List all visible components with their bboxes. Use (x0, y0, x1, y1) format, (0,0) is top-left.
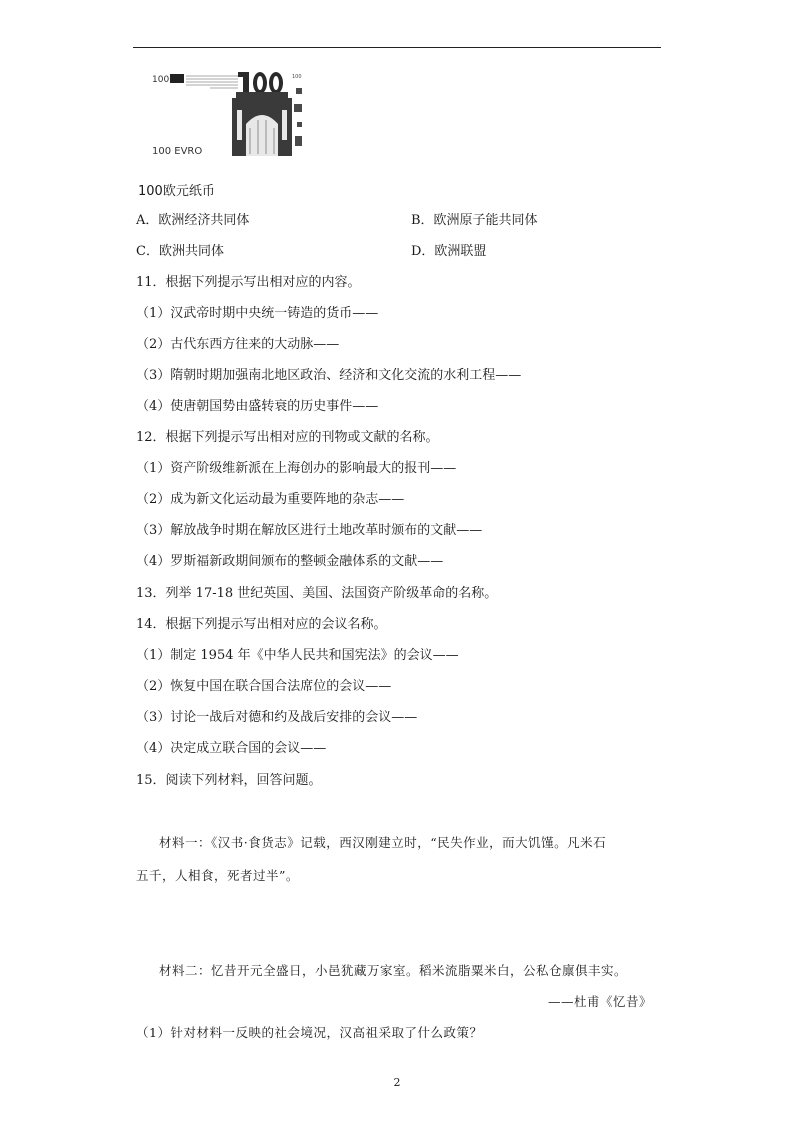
euro-banknote-image (150, 68, 310, 160)
header-rule (133, 47, 661, 48)
question-12-item-4: （4）罗斯福新政期间颁布的整顿金融体系的文献—— (136, 554, 444, 569)
material-1-line-2: 五千，人相食，死者过半”。 (136, 868, 299, 883)
page-number: 2 (393, 1076, 401, 1089)
question-11-item-3: （3）隋朝时期加强南北地区政治、经济和文化交流的水利工程—— (136, 368, 522, 383)
option-b: B．欧洲原子能共同体 (411, 213, 538, 228)
banknote-text-top-left: 100 (152, 75, 170, 85)
question-14-stem: 14．根据下列提示写出相对应的会议名称。 (136, 617, 387, 632)
question-11-stem: 11．根据下列提示写出相对应的内容。 (136, 275, 361, 290)
question-14-item-3: （3）讨论一战后对德和约及战后安排的会议—— (136, 710, 418, 725)
question-11-item-4: （4）使唐朝国势由盛转衰的历史事件—— (136, 399, 379, 414)
question-14-item-1: （1）制定 1954 年《中华人民共和国宪法》的会议—— (136, 648, 459, 663)
question-12-stem: 12．根据下列提示写出相对应的刊物或文献的名称。 (136, 430, 439, 445)
material-2-line-1: 材料二：忆昔开元全盛日，小邑犹藏万家室。稻米流脂粟米白，公私仓廪俱丰实。 (159, 963, 628, 978)
question-14-item-4: （4）决定成立联合国的会议—— (136, 741, 327, 756)
banknote-text-top-right: 100 (292, 74, 302, 80)
option-d: D．欧洲联盟 (411, 244, 487, 259)
figure-caption: 100欧元纸币 (138, 184, 215, 199)
question-15-sub-1: （1）针对材料一反映的社会境况，汉高祖采取了什么政策？ (136, 1025, 483, 1040)
material-2-source: ——杜甫《忆昔》 (548, 994, 653, 1009)
option-c: C．欧洲共同体 (136, 244, 224, 259)
material-1-line-1: 材料一：《汉书·食货志》记载，西汉刚建立时，“民失作业，而大饥馑。凡米石 (159, 835, 607, 850)
question-13-stem: 13．列举 17-18 世纪英国、美国、法国资产阶级革命的名称。 (136, 586, 498, 601)
banknote-text-bottom-left: 100 EVRO (152, 146, 203, 157)
question-12-item-1: （1）资产阶级维新派在上海创办的影响最大的报刊—— (136, 461, 457, 476)
question-12-item-2: （2）成为新文化运动最为重要阵地的杂志—— (136, 492, 405, 507)
question-15-stem: 15．阅读下列材料，回答问题。 (136, 773, 322, 788)
question-11-item-2: （2）古代东西方往来的大动脉—— (136, 337, 340, 352)
question-12-item-3: （3）解放战争时期在解放区进行土地改革时颁布的文献—— (136, 523, 483, 538)
question-11-item-1: （1）汉武帝时期中央统一铸造的货币—— (136, 306, 379, 321)
option-a: A．欧洲经济共同体 (136, 213, 250, 228)
question-14-item-2: （2）恢复中国在联合国合法席位的会议—— (136, 679, 392, 694)
